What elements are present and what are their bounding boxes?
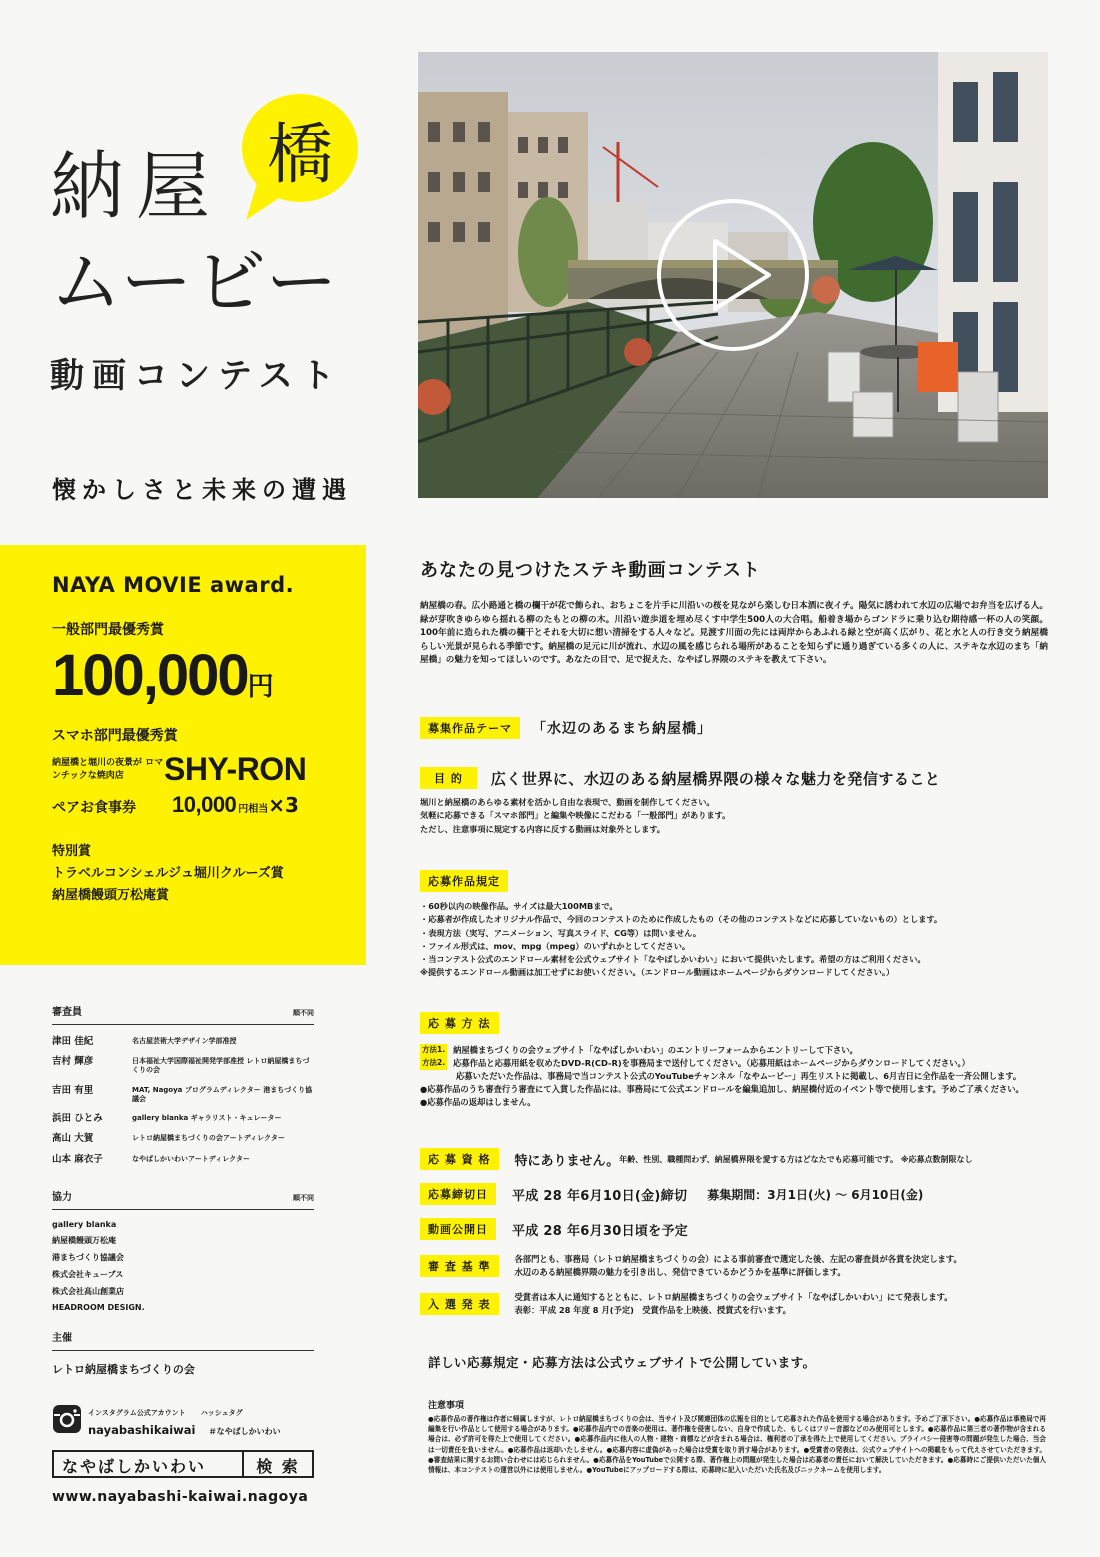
pair-ticket-row bbox=[52, 792, 366, 818]
judge-name: 浜田 ひとみ bbox=[52, 1112, 103, 1124]
caution-title: 注意事項 bbox=[428, 1401, 465, 1411]
host-heading-row bbox=[52, 1329, 314, 1351]
announce-row bbox=[420, 1291, 1048, 1317]
judge-role: gallery blanka ギャラリスト・キュレーター bbox=[132, 1113, 282, 1122]
judge-role: なやばしかいわいアートディレクター bbox=[132, 1154, 250, 1163]
judge-row bbox=[52, 1113, 314, 1124]
qualification-text: 特にありません。 bbox=[514, 1153, 620, 1169]
instagram-account[interactable]: nayabashikaiwai bbox=[88, 1423, 196, 1437]
special-prize-item: 納屋橋饅頭万松庵賞 bbox=[52, 888, 170, 903]
tagline: 懐かしさと未来の遭遇 bbox=[52, 476, 352, 504]
deadline-line bbox=[420, 1183, 1048, 1205]
rules-line: ・当コンテスト公式のエンドロール素材を公式ウェブサイト「なやばしかいわい」において提供いたします。希望の方はご利用ください。 bbox=[420, 954, 926, 965]
judge-name: 高山 大賀 bbox=[52, 1133, 94, 1145]
instagram-icon[interactable] bbox=[52, 1404, 82, 1434]
special-prize-label: 特別賞 bbox=[52, 844, 92, 859]
qualification-note: 年齢、性別、職種問わず、納屋橋界隈を愛する方はどなたでも応募可能です。 ※応募点数制限なし bbox=[619, 1154, 973, 1164]
announce-details bbox=[515, 1291, 953, 1317]
url-section bbox=[52, 1489, 314, 1505]
release-line bbox=[420, 1218, 1048, 1240]
general-prize-unit: 円 bbox=[247, 671, 274, 701]
social-section bbox=[52, 1400, 314, 1438]
theme-label: 募集作品テーマ bbox=[420, 717, 520, 739]
rules-line: ・ファイル形式は、mov、mpg（mpeg）のいずれかとしてください。 bbox=[420, 940, 691, 951]
rules-line: ・表現方法（実写、アニメーション、写真スライド、CG等）は問いません。 bbox=[420, 927, 702, 938]
announce-label: 入 選 発 表 bbox=[420, 1293, 499, 1315]
criteria-text: 水辺のある納屋橋界隈の魅力を引き出し、発信できているかどうかを基準に評価します。 bbox=[514, 1266, 846, 1277]
judges-order-note: 順不同 bbox=[293, 1009, 314, 1017]
judges-heading: 審査員 bbox=[52, 1007, 82, 1018]
play-icon[interactable] bbox=[653, 195, 813, 355]
general-prize-label: 一般部門最優秀賞 bbox=[52, 622, 164, 638]
title-line2: ムービー bbox=[50, 240, 340, 324]
announce-line bbox=[420, 1291, 1048, 1317]
instagram-text bbox=[88, 1400, 281, 1438]
criteria-row bbox=[420, 1253, 1048, 1279]
rules-line: ・60秒以内の映像作品。サイズは最大100MBまで。 bbox=[420, 901, 618, 911]
method-note: ●応募作品のうち審査行う審査にて入賞した作品には、事務局にて公式エンドロールを編集追加し、納屋橋付近のイベント等で使用します。予めご了承ください。 bbox=[420, 1084, 1024, 1095]
instagram-hashtag[interactable]: ＃なやばしかいわい bbox=[208, 1427, 281, 1436]
method-note: ●応募作品の返却はしません。 bbox=[420, 1097, 536, 1108]
rules-line: ・応募者が作成したオリジナル作品で、今回のコンテストのために作成したもの（その他のコンテストなどに応募していないもの）とします。 bbox=[420, 914, 943, 925]
purpose-label: 目 的 bbox=[420, 767, 477, 789]
pair-ticket-amount: 10,000 bbox=[172, 792, 237, 817]
search-section bbox=[52, 1450, 314, 1478]
award-box bbox=[0, 545, 366, 965]
cooperation-item: 株式会社キューブス bbox=[52, 1270, 124, 1279]
purpose-text: 広く世界に、水辺のある納屋橋界隈の様々な魅力を発信すること bbox=[490, 769, 941, 788]
caution-text: ●応募作品の著作権は作者に帰属しますが、レトロ納屋橋まちづくりの会は、当サイト及び関連団体の広報を目的として応募された作品を使用する場合があります。予めご了承下さい。●応募作品は事務局で再編集を行い作品として使用する場合があります。●応募作品内での音楽の使用は、著作権を侵害しない、自身で作成した、もしくはフリー音源などのみ使用可とします。●応募作品に第三者の著作物が含まれる場合は、必ず許可を得た上で使用してください。●応募作品内に他人の人物・建物・商標などが含まれる場合は、権利者の了承を得た上で使用してください。プライバシー侵害等の問題が発生した場合、当会は一切責任を負いません。●応募作品は返却いたしません。●応募内容に虚偽があった場合は受賞を取り消す場合があります。●受賞者の発表は、公式ウェブサイトへの掲載をもって代えさせていただきます。●審査結果に関するお問い合わせには応じられません。●応募作品をYouTubeで公開する際、著作権上の問題が発生した場合は応募者の責任において解決していただきます。●応募時にご提供いただいた個人情報は、本コンテストの運営以外には使用しません。●YouTubeにアップロードする際は、応募時に記入いただいた氏名及びニックネームを使用します。 bbox=[428, 1415, 1046, 1475]
cooperation-item: 港まちづくり協議会 bbox=[52, 1253, 124, 1262]
judge-name: 吉田 有里 bbox=[52, 1084, 94, 1096]
purpose-detail-line: 堀川と納屋橋のあらゆる素材を活かし自由な表現で、動画を制作してください。 bbox=[420, 797, 715, 807]
announce-text: 受賞者は本人に通知するとともに、レトロ納屋橋まちづくりの会ウェブサイト「なやばしかいわい」にて発表します。 bbox=[514, 1292, 953, 1302]
cooperation-order-note: 順不同 bbox=[293, 1194, 314, 1202]
host-heading: 主催 bbox=[52, 1333, 72, 1344]
details-note: 詳しい応募規定・応募方法は公式ウェブサイトで公開しています。 bbox=[428, 1355, 816, 1370]
cooperation-heading-row bbox=[52, 1188, 314, 1210]
title-bubble-char: 橋 bbox=[267, 115, 333, 193]
judge-name: 津田 佳紀 bbox=[52, 1036, 94, 1047]
contest-intro-text: 納屋橋の春。広小路通と橋の欄干が花で飾られ、おちょこを片手に川沿いの桜を見ながら楽しむ日本酒に夜イチ。陽気に誘われて水辺の広場でお弁当を広げる人。緑が芽吹きゆらゆら揺れる柳のたもとの柳の木。川沿い遊歩道を埋め尽くす中学生500人の大合唱。船着き場からゴンドラに乗り込む期待感一杯の人の笑顔。100年前に造られた橋の欄干とそれを大切に想い清掃をする人々など。見渡す川面の先には両岸からあふれる緑と空が高く広がり、花と水と人の行き交う納屋橋らしい光景が見られる季節です。納屋橋の足元に川が流れ、水辺の風を感じられる場所があることを知らずに通り過ぎている多くの人に、ステキな水辺のまち「納屋橋」の魅力を知ってほしいのです。あなたの目で、足で捉えた、なやばし界隈のステキを教えて下さい。 bbox=[420, 601, 1048, 666]
cooperation-item: HEADROOM DESIGN. bbox=[52, 1303, 145, 1312]
judge-role: 名古屋芸術大学デザイン学部准授 bbox=[132, 1037, 237, 1045]
qualification-line bbox=[420, 1148, 1048, 1170]
judges-heading-row bbox=[52, 1003, 314, 1025]
criteria-label: 審 査 基 準 bbox=[420, 1255, 499, 1277]
qualification-label: 応 募 資 格 bbox=[420, 1148, 499, 1170]
judge-row bbox=[52, 1056, 314, 1075]
method-line bbox=[420, 1044, 1048, 1057]
method-label: 応 募 方 法 bbox=[420, 1012, 499, 1034]
judge-row bbox=[52, 1133, 314, 1144]
deadline-label: 応募締切日 bbox=[420, 1183, 496, 1205]
criteria-text: 各部門とも、事務局（レトロ納屋橋まちづくりの会）による事前審査で選定した後、左記の審査員が各賞を決定します。 bbox=[514, 1254, 962, 1264]
general-prize-value: 100,000 bbox=[52, 643, 248, 708]
cooperation-item: 株式会社高山創業店 bbox=[52, 1287, 124, 1296]
method-line bbox=[420, 1070, 1048, 1083]
host-name: レトロ納屋橋まちづくりの会 bbox=[52, 1363, 195, 1376]
instagram-values bbox=[88, 1419, 281, 1438]
instagram-row[interactable] bbox=[52, 1400, 314, 1438]
method-details bbox=[420, 1044, 1048, 1109]
judge-row bbox=[52, 1154, 314, 1165]
criteria-line bbox=[420, 1253, 1048, 1279]
host-section bbox=[52, 1329, 314, 1377]
cooperation-heading: 協力 bbox=[52, 1192, 72, 1203]
method-text: 応募作品と応募用紙を収めたDVD-R(CD-R)を事務局まで送付してください。（応募用紙はホームページからダウンロードしてください。） bbox=[453, 1058, 970, 1069]
theme-row bbox=[420, 717, 1048, 739]
judge-role: MAT, Nagoya プログラムディレクター 港まちづくり協議会 bbox=[132, 1085, 313, 1103]
cooperation-item: 納屋橋饅頭万松庵 bbox=[52, 1236, 116, 1245]
qualification-row bbox=[420, 1148, 1048, 1170]
purpose-details bbox=[420, 796, 1048, 836]
period-text: 募集期間：3月1日(火) ～ 6月10日(金) bbox=[707, 1187, 924, 1202]
general-prize-amount bbox=[52, 643, 366, 708]
pair-ticket-note: 円相当 bbox=[238, 804, 269, 815]
search-box[interactable] bbox=[52, 1450, 314, 1478]
release-row bbox=[420, 1218, 1048, 1240]
deadline-text: 平成 28 年6月10日(金)締切 bbox=[512, 1188, 688, 1204]
method-line bbox=[420, 1057, 1048, 1070]
judges-section bbox=[52, 1003, 314, 1165]
title-line1: 納屋 bbox=[50, 144, 222, 230]
rules-line: ※提供するエンドロール動画は加工せずにお使いください。（エンドロール動画はホームページからダウンロードしてください。） bbox=[420, 967, 895, 978]
purpose-detail-line: ただし、注意事項に規定する内容に反する動画は対象外とします。 bbox=[420, 823, 665, 834]
method-tag: 方法1. bbox=[420, 1044, 447, 1057]
method-text: 納屋橋まちづくりの会ウェブサイト「なやばしかいわい」のエントリーフォームからエントリーして下さい。 bbox=[453, 1045, 858, 1055]
smartphone-prize-label: スマホ部門最優秀賞 bbox=[52, 728, 178, 744]
rules-label: 応募作品規定 bbox=[420, 870, 508, 892]
judge-row bbox=[52, 1085, 314, 1104]
smartphone-prize-note: 納屋橋と堀川の夜景が ロマンチックな焼肉店 bbox=[52, 758, 164, 781]
rules-details bbox=[420, 900, 1048, 980]
release-text: 平成 28 年6月30日頃を予定 bbox=[512, 1223, 689, 1239]
rules-section bbox=[420, 870, 1048, 980]
judge-name: 山本 麻衣子 bbox=[52, 1153, 103, 1165]
title-block bbox=[50, 144, 343, 397]
purpose-section bbox=[420, 767, 1048, 836]
pair-ticket-count: ×3 bbox=[268, 793, 299, 817]
smartphone-prize-row bbox=[52, 751, 366, 788]
purpose-detail-line: 気軽に応募できる「スマホ部門」と編集や映像にこだわる「一般部門」があります。 bbox=[420, 810, 731, 821]
deadline-row bbox=[420, 1183, 1048, 1205]
judge-role: 日本福祉大学国際福祉開発学部准授 レトロ納屋橋まちづくりの会 bbox=[132, 1057, 310, 1075]
website-url[interactable]: www.nayabashi-kaiwai.nagoya bbox=[52, 1489, 309, 1505]
judge-role: レトロ納屋橋まちづくりの会アートディレクター bbox=[132, 1134, 285, 1143]
smartphone-prize-sponsor: SHY-RON bbox=[164, 751, 307, 787]
announce-text: 表彰：平成 28 年度 8 月(予定) 受賞作品を上映後、授賞式を行います。 bbox=[514, 1304, 791, 1315]
theme-text: 「水辺のあるまち納屋橋」 bbox=[532, 721, 712, 737]
contest-intro bbox=[420, 556, 1048, 668]
judge-row bbox=[52, 1036, 314, 1047]
hero-photo[interactable] bbox=[418, 52, 1048, 498]
cooperation-item: gallery blanka bbox=[52, 1220, 117, 1229]
criteria-details bbox=[515, 1253, 962, 1279]
release-label: 動画公開日 bbox=[420, 1218, 496, 1240]
purpose-line bbox=[420, 767, 1048, 789]
cooperation-section bbox=[52, 1188, 314, 1312]
instagram-labels bbox=[88, 1400, 281, 1419]
search-input[interactable]: なやばしかいわい bbox=[54, 1452, 244, 1476]
method-section bbox=[420, 1012, 1048, 1109]
details-note-row bbox=[428, 1353, 1056, 1371]
special-prize-item: トラベルコンシェルジュ堀川クルーズ賞 bbox=[52, 866, 284, 881]
method-text: 応募いただいた作品は、事務局で当コンテスト公式のYouTubeチャンネル「なやムービー」再生リストに掲載し、6月吉日に全作品を一斉公開します。 bbox=[456, 1071, 1022, 1082]
search-button[interactable]: 検 索 bbox=[256, 1457, 300, 1476]
hashtag-label: ハッシュタグ bbox=[200, 1409, 243, 1417]
award-title: NAYA MOVIE award. bbox=[52, 573, 295, 597]
caution-section bbox=[428, 1398, 1046, 1475]
judge-name: 吉村 輝彦 bbox=[52, 1056, 94, 1068]
pair-ticket-label: ペアお食事券 bbox=[52, 800, 136, 816]
theme-line bbox=[420, 717, 1048, 739]
contest-title: あなたの見つけたステキ動画コンテスト bbox=[420, 560, 761, 581]
title-subtitle: 動画コンテスト bbox=[50, 356, 343, 396]
instagram-label: インスタグラム公式アカウント bbox=[88, 1409, 186, 1417]
method-tag: 方法2. bbox=[420, 1057, 447, 1070]
